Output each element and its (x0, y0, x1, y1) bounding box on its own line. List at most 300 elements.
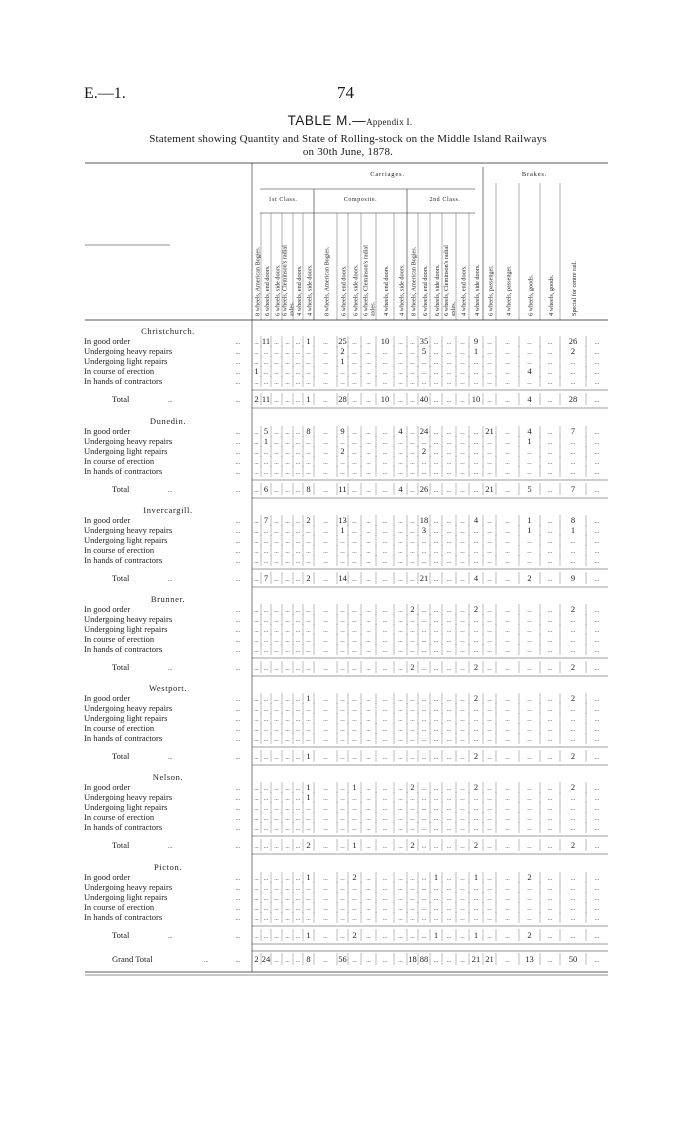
empty-cell-dots: ... (323, 608, 328, 614)
empty-cell-dots: ... (352, 628, 357, 634)
data-cell: 2 (570, 751, 576, 761)
empty-cell-dots: ... (254, 380, 259, 386)
empty-cell-dots: ... (446, 577, 452, 583)
empty-cell-dots: ... (487, 886, 492, 892)
empty-cell-dots: ... (505, 876, 510, 882)
leader-dots: ... (235, 577, 240, 583)
empty-cell-dots: ... (274, 737, 279, 743)
empty-cell-dots: ... (487, 707, 492, 713)
empty-cell-dots: ... (382, 906, 388, 912)
empty-cell-dots: ... (487, 350, 492, 356)
empty-cell-dots: ... (433, 340, 439, 346)
empty-cell-dots: ... (398, 360, 403, 366)
empty-cell-dots: ... (473, 488, 479, 494)
leader-dots: ... (235, 958, 240, 964)
empty-cell-dots: ... (527, 906, 532, 912)
empty-cell-dots: ... (547, 549, 553, 555)
empty-cell-dots: ... (306, 529, 311, 535)
column-header: 6 wheels, Cleminson's radial (281, 245, 289, 316)
data-cell: 1 (306, 872, 311, 882)
empty-cell-dots: ... (340, 844, 345, 850)
column-header: axles. (369, 301, 377, 316)
empty-cell-dots: ... (433, 488, 439, 494)
data-cell: 11 (261, 336, 271, 346)
empty-cell-dots: ... (398, 380, 403, 386)
empty-cell-dots: ... (410, 816, 415, 822)
leader-dots: ... (235, 628, 240, 634)
empty-cell-dots: ... (285, 737, 290, 743)
empty-cell-dots: ... (323, 707, 328, 713)
empty-cell-dots: ... (323, 519, 328, 525)
leader-dots: ... (235, 666, 240, 672)
empty-cell-dots: ... (306, 380, 311, 386)
empty-cell-dots: ... (460, 755, 465, 761)
empty-cell-dots: ... (460, 430, 465, 436)
empty-cell-dots: ... (446, 916, 452, 922)
empty-cell-dots: ... (446, 666, 452, 672)
empty-cell-dots: ... (594, 826, 600, 832)
empty-cell-dots: ... (505, 608, 510, 614)
first-class-label: 1st Class. (268, 197, 298, 203)
empty-cell-dots: ... (340, 796, 345, 802)
empty-cell-dots: ... (285, 934, 290, 940)
column-header: 6 wheels, end doors. (340, 265, 348, 316)
row-label: In hands of contractors (84, 466, 163, 476)
empty-cell-dots: ... (473, 430, 479, 436)
data-cell: 10 (380, 336, 390, 346)
empty-cell-dots: ... (473, 529, 479, 535)
empty-cell-dots: ... (398, 398, 403, 404)
empty-cell-dots: ... (487, 628, 492, 634)
data-cell: 2 (254, 394, 259, 404)
row-label: In good order (84, 515, 131, 525)
empty-cell-dots: ... (547, 727, 553, 733)
empty-cell-dots: ... (594, 844, 600, 850)
data-cell: 8 (570, 515, 576, 525)
empty-cell-dots: ... (421, 934, 427, 940)
row-label: Undergoing heavy repairs (84, 792, 173, 802)
data-cell: 6 (263, 484, 269, 494)
empty-cell-dots: ... (295, 916, 301, 922)
subtitle-line-1: Statement showing Quantity and State of Rolling-stock on the Middle Island Railways (149, 133, 547, 145)
empty-cell-dots: ... (446, 529, 452, 535)
empty-cell-dots: ... (446, 340, 452, 346)
data-cell: 21 (471, 954, 481, 964)
empty-cell-dots: ... (382, 638, 388, 644)
empty-cell-dots: ... (527, 608, 532, 614)
data-cell: 1 (473, 872, 479, 882)
empty-cell-dots: ... (487, 608, 492, 614)
empty-cell-dots: ... (410, 549, 415, 555)
empty-cell-dots: ... (505, 755, 510, 761)
empty-cell-dots: ... (547, 440, 553, 446)
empty-cell-dots: ... (473, 618, 479, 624)
empty-cell-dots: ... (460, 460, 465, 466)
data-cell: 2 (473, 693, 479, 703)
empty-cell-dots: ... (594, 816, 600, 822)
empty-cell-dots: ... (433, 519, 439, 525)
empty-cell-dots: ... (398, 816, 403, 822)
empty-cell-dots: ... (505, 549, 510, 555)
leader-dots: ... (235, 618, 240, 624)
empty-cell-dots: ... (295, 360, 301, 366)
empty-cell-dots: ... (323, 360, 328, 366)
empty-cell-dots: ... (340, 934, 345, 940)
empty-cell-dots: ... (570, 896, 576, 902)
empty-cell-dots: ... (421, 886, 427, 892)
empty-cell-dots: ... (487, 896, 492, 902)
empty-cell-dots: ... (433, 549, 439, 555)
empty-cell-dots: ... (570, 826, 576, 832)
empty-cell-dots: ... (366, 488, 371, 494)
empty-cell-dots: ... (527, 806, 532, 812)
empty-cell-dots: ... (352, 470, 357, 476)
leader-dots: ... (235, 470, 240, 476)
empty-cell-dots: ... (433, 628, 439, 634)
empty-cell-dots: ... (366, 470, 371, 476)
empty-cell-dots: ... (285, 896, 290, 902)
empty-cell-dots: ... (382, 370, 388, 376)
empty-cell-dots: ... (505, 559, 510, 565)
empty-cell-dots: ... (398, 796, 403, 802)
empty-cell-dots: ... (487, 826, 492, 832)
empty-cell-dots: ... (340, 539, 345, 545)
empty-cell-dots: ... (254, 916, 259, 922)
empty-cell-dots: ... (398, 806, 403, 812)
empty-cell-dots: ... (473, 886, 479, 892)
empty-cell-dots: ... (306, 648, 311, 654)
empty-cell-dots: ... (446, 398, 452, 404)
empty-cell-dots: ... (285, 916, 290, 922)
empty-cell-dots: ... (473, 816, 479, 822)
leader-dots: ... (235, 906, 240, 912)
empty-cell-dots: ... (433, 398, 439, 404)
empty-cell-dots: ... (306, 666, 311, 672)
total-label: Total (112, 573, 130, 583)
empty-cell-dots: ... (421, 916, 427, 922)
empty-cell-dots: ... (254, 450, 259, 456)
empty-cell-dots: ... (340, 559, 345, 565)
empty-cell-dots: ... (505, 430, 510, 436)
empty-cell-dots: ... (487, 934, 492, 940)
empty-cell-dots: ... (398, 906, 403, 912)
data-cell: 1 (527, 436, 532, 446)
empty-cell-dots: ... (323, 666, 328, 672)
empty-cell-dots: ... (433, 430, 439, 436)
empty-cell-dots: ... (352, 707, 357, 713)
empty-cell-dots: ... (505, 786, 510, 792)
empty-cell-dots: ... (473, 737, 479, 743)
empty-cell-dots: ... (382, 727, 388, 733)
empty-cell-dots: ... (366, 727, 371, 733)
data-cell: 21 (485, 484, 494, 494)
empty-cell-dots: ... (323, 796, 328, 802)
column-header: 8 wheels, American Bogies. (323, 246, 331, 316)
empty-cell-dots: ... (473, 450, 479, 456)
empty-cell-dots: ... (263, 618, 269, 624)
empty-cell-dots: ... (473, 826, 479, 832)
empty-cell-dots: ... (295, 896, 301, 902)
empty-cell-dots: ... (398, 876, 403, 882)
data-cell: 1 (473, 930, 479, 940)
data-cell: 2 (473, 662, 479, 672)
empty-cell-dots: ... (446, 360, 452, 366)
empty-cell-dots: ... (527, 666, 532, 672)
empty-cell-dots: ... (352, 350, 357, 356)
empty-cell-dots: ... (323, 539, 328, 545)
row-label: Undergoing light repairs (84, 535, 168, 545)
empty-cell-dots: ... (340, 549, 345, 555)
data-cell: 13 (525, 954, 534, 964)
empty-cell-dots: ... (340, 916, 345, 922)
empty-cell-dots: ... (410, 350, 415, 356)
empty-cell-dots: ... (254, 727, 259, 733)
empty-cell-dots: ... (295, 350, 301, 356)
empty-cell-dots: ... (285, 519, 290, 525)
data-cell: 2 (306, 515, 311, 525)
empty-cell-dots: ... (570, 727, 576, 733)
empty-cell-dots: ... (547, 340, 553, 346)
empty-cell-dots: ... (594, 648, 600, 654)
empty-cell-dots: ... (527, 826, 532, 832)
empty-cell-dots: ... (254, 559, 259, 565)
empty-cell-dots: ... (570, 460, 576, 466)
empty-cell-dots: ... (366, 806, 371, 812)
data-cell: 8 (306, 484, 311, 494)
column-header: 6 wheels, end doors. (264, 265, 271, 316)
empty-cell-dots: ... (323, 398, 328, 404)
empty-cell-dots: ... (547, 896, 553, 902)
empty-cell-dots: ... (254, 529, 259, 535)
empty-cell-dots: ... (505, 618, 510, 624)
empty-cell-dots: ... (594, 470, 600, 476)
row-label: In good order (84, 426, 131, 436)
empty-cell-dots: ... (352, 398, 357, 404)
empty-cell-dots: ... (340, 608, 345, 614)
leader-dots: ... (168, 666, 173, 672)
empty-cell-dots: ... (505, 350, 510, 356)
empty-cell-dots: ... (433, 350, 439, 356)
empty-cell-dots: ... (295, 380, 301, 386)
empty-cell-dots: ... (433, 916, 439, 922)
empty-cell-dots: ... (410, 559, 415, 565)
empty-cell-dots: ... (366, 896, 371, 902)
empty-cell-dots: ... (295, 906, 301, 912)
empty-cell-dots: ... (594, 608, 600, 614)
data-cell: 11 (338, 484, 347, 494)
empty-cell-dots: ... (410, 886, 415, 892)
empty-cell-dots: ... (382, 886, 388, 892)
empty-cell-dots: ... (487, 549, 492, 555)
table-title-main: TABLE M.— (287, 113, 367, 128)
empty-cell-dots: ... (382, 916, 388, 922)
empty-cell-dots: ... (398, 450, 403, 456)
empty-cell-dots: ... (446, 450, 452, 456)
empty-cell-dots: ... (527, 380, 532, 386)
data-cell: 21 (419, 573, 429, 583)
empty-cell-dots: ... (263, 886, 269, 892)
empty-cell-dots: ... (421, 896, 427, 902)
empty-cell-dots: ... (547, 539, 553, 545)
empty-cell-dots: ... (446, 737, 452, 743)
empty-cell-dots: ... (460, 470, 465, 476)
data-cell: 2 (473, 782, 479, 792)
empty-cell-dots: ... (352, 727, 357, 733)
leader-dots: ... (235, 559, 240, 565)
empty-cell-dots: ... (570, 638, 576, 644)
data-cell: 1 (570, 525, 576, 535)
empty-cell-dots: ... (382, 519, 388, 525)
empty-cell-dots: ... (366, 618, 371, 624)
empty-cell-dots: ... (366, 796, 371, 802)
empty-cell-dots: ... (410, 470, 415, 476)
empty-cell-dots: ... (323, 717, 328, 723)
empty-cell-dots: ... (285, 666, 290, 672)
row-label: Undergoing light repairs (84, 802, 168, 812)
empty-cell-dots: ... (487, 755, 492, 761)
empty-cell-dots: ... (254, 826, 259, 832)
empty-cell-dots: ... (505, 638, 510, 644)
leader-dots: ... (235, 398, 240, 404)
data-cell: 4 (527, 394, 532, 404)
column-header: 6 wheels, side doors. (434, 264, 441, 316)
empty-cell-dots: ... (594, 958, 600, 964)
empty-cell-dots: ... (274, 370, 279, 376)
empty-cell-dots: ... (352, 340, 357, 346)
empty-cell-dots: ... (274, 727, 279, 733)
empty-cell-dots: ... (366, 340, 371, 346)
data-cell: 26 (419, 484, 429, 494)
empty-cell-dots: ... (594, 360, 600, 366)
empty-cell-dots: ... (323, 440, 328, 446)
empty-cell-dots: ... (547, 370, 553, 376)
leader-dots: ... (235, 608, 240, 614)
empty-cell-dots: ... (274, 549, 279, 555)
empty-cell-dots: ... (505, 450, 510, 456)
empty-cell-dots: ... (263, 916, 269, 922)
empty-cell-dots: ... (306, 440, 311, 446)
empty-cell-dots: ... (570, 876, 576, 882)
total-label: Total (112, 930, 130, 940)
empty-cell-dots: ... (254, 648, 259, 654)
empty-cell-dots: ... (594, 876, 600, 882)
empty-cell-dots: ... (254, 697, 259, 703)
empty-cell-dots: ... (295, 559, 301, 565)
empty-cell-dots: ... (433, 717, 439, 723)
empty-cell-dots: ... (263, 628, 269, 634)
empty-cell-dots: ... (366, 906, 371, 912)
data-cell: 2 (410, 840, 415, 850)
empty-cell-dots: ... (473, 916, 479, 922)
empty-cell-dots: ... (547, 470, 553, 476)
empty-cell-dots: ... (382, 577, 388, 583)
empty-cell-dots: ... (340, 806, 345, 812)
empty-cell-dots: ... (254, 886, 259, 892)
empty-cell-dots: ... (473, 727, 479, 733)
data-cell: 24 (261, 954, 271, 964)
column-header: 4 wheels, side doors. (306, 264, 314, 316)
data-cell: 4 (398, 426, 403, 436)
empty-cell-dots: ... (446, 440, 452, 446)
empty-cell-dots: ... (352, 958, 357, 964)
data-cell: 13 (338, 515, 347, 525)
empty-cell-dots: ... (352, 440, 357, 446)
empty-cell-dots: ... (274, 577, 279, 583)
empty-cell-dots: ... (274, 539, 279, 545)
row-label: In hands of contractors (84, 733, 163, 743)
row-label: In hands of contractors (84, 376, 163, 386)
empty-cell-dots: ... (433, 755, 439, 761)
empty-cell-dots: ... (340, 816, 345, 822)
empty-cell-dots: ... (398, 559, 403, 565)
data-cell: 1 (263, 436, 269, 446)
empty-cell-dots: ... (505, 896, 510, 902)
empty-cell-dots: ... (421, 440, 427, 446)
empty-cell-dots: ... (382, 876, 388, 882)
empty-cell-dots: ... (433, 806, 439, 812)
empty-cell-dots: ... (527, 707, 532, 713)
empty-cell-dots: ... (398, 844, 403, 850)
row-label: In course of erection (84, 634, 155, 644)
empty-cell-dots: ... (352, 648, 357, 654)
empty-cell-dots: ... (340, 707, 345, 713)
empty-cell-dots: ... (398, 886, 403, 892)
column-header: 6 wheels, Cleminson's radial (443, 245, 450, 316)
empty-cell-dots: ... (505, 844, 510, 850)
empty-cell-dots: ... (433, 666, 439, 672)
data-cell: 8 (306, 426, 311, 436)
empty-cell-dots: ... (547, 559, 553, 565)
empty-cell-dots: ... (421, 648, 427, 654)
empty-cell-dots: ... (487, 844, 492, 850)
empty-cell-dots: ... (570, 707, 576, 713)
empty-cell-dots: ... (410, 529, 415, 535)
empty-cell-dots: ... (446, 539, 452, 545)
empty-cell-dots: ... (295, 806, 301, 812)
empty-cell-dots: ... (446, 844, 452, 850)
empty-cell-dots: ... (323, 488, 328, 494)
empty-cell-dots: ... (594, 559, 600, 565)
empty-cell-dots: ... (398, 440, 403, 446)
empty-cell-dots: ... (323, 577, 328, 583)
empty-cell-dots: ... (323, 450, 328, 456)
empty-cell-dots: ... (340, 727, 345, 733)
empty-cell-dots: ... (433, 370, 439, 376)
empty-cell-dots: ... (410, 430, 415, 436)
empty-cell-dots: ... (352, 608, 357, 614)
empty-cell-dots: ... (527, 727, 532, 733)
leader-dots: ... (235, 370, 240, 376)
data-cell: 50 (568, 954, 578, 964)
data-cell: 1 (306, 751, 311, 761)
empty-cell-dots: ... (460, 608, 465, 614)
leader-dots: ... (235, 380, 240, 386)
empty-cell-dots: ... (274, 916, 279, 922)
empty-cell-dots: ... (382, 470, 388, 476)
empty-cell-dots: ... (460, 450, 465, 456)
empty-cell-dots: ... (421, 380, 427, 386)
data-cell: 18 (408, 954, 417, 964)
empty-cell-dots: ... (547, 806, 553, 812)
empty-cell-dots: ... (340, 618, 345, 624)
empty-cell-dots: ... (505, 826, 510, 832)
empty-cell-dots: ... (570, 559, 576, 565)
data-cell: 1 (433, 930, 439, 940)
empty-cell-dots: ... (382, 360, 388, 366)
empty-cell-dots: ... (382, 796, 388, 802)
empty-cell-dots: ... (340, 470, 345, 476)
empty-cell-dots: ... (306, 816, 311, 822)
